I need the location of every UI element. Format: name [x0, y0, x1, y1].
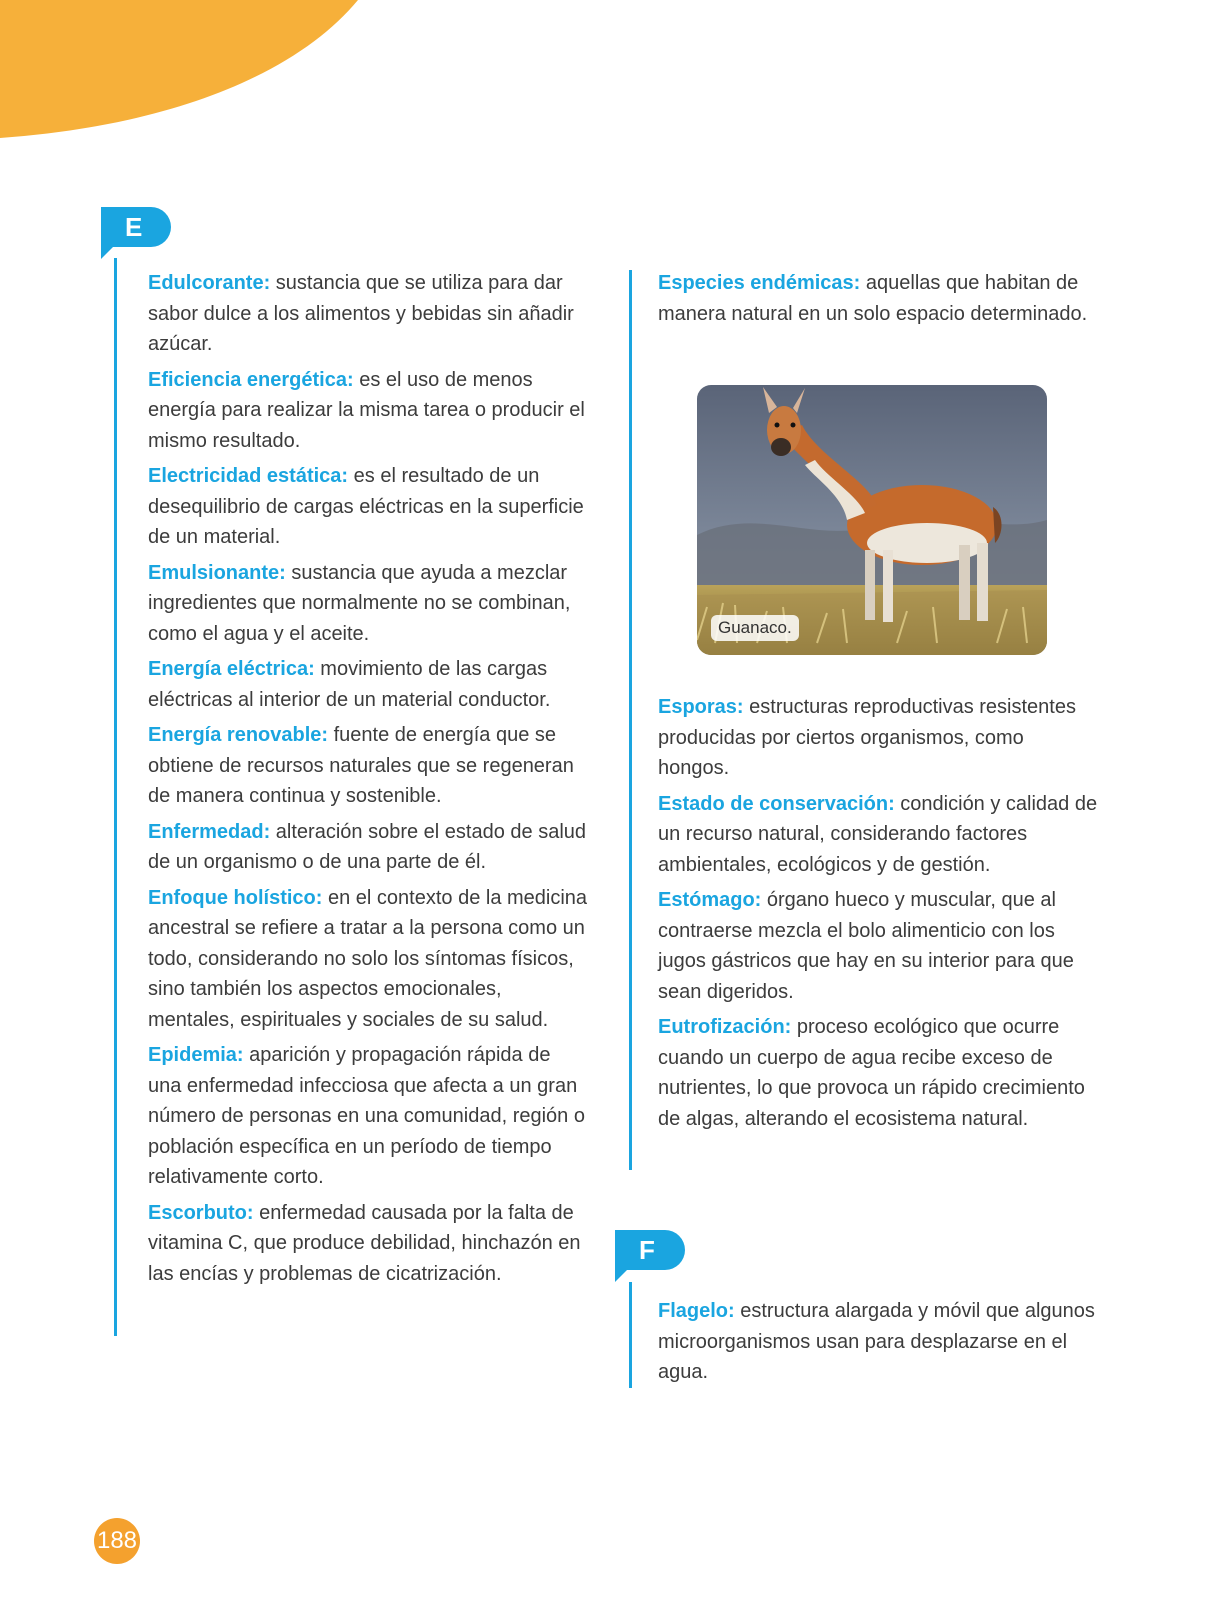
term: Energía eléctrica:	[148, 658, 315, 680]
guanaco-photo	[697, 385, 1047, 655]
glossary-entry-enfoque-holistico	[148, 883, 588, 1036]
term: Especies endémicas:	[658, 272, 861, 294]
glossary-entry-eficiencia-energetica	[148, 365, 588, 457]
term: Estado de conservación:	[658, 792, 895, 815]
section-e-right-line	[629, 270, 632, 1170]
glossary-entry-epidemia	[148, 1040, 588, 1193]
glossary-entry-esporas	[658, 692, 1098, 784]
decorative-orange-shape	[0, 0, 360, 140]
glossary-entry-energia-electrica	[148, 654, 588, 715]
definition: sustancia que ayuda a mezclar ingredientes que normalmente no se combinan, como el agua y el aceite.	[148, 561, 571, 645]
definition: órgano hueco y muscular, que al contraerse mezcla el bolo alimenticio con los jugos gástricos que hay en su interior para que sean digeridos.	[658, 889, 1074, 1003]
definition: proceso ecológico que ocurre cuando un cuerpo de agua recibe exceso de nutrientes, lo que provoca un rápido crecimiento de algas, alterando el ecosistema natural.	[658, 1016, 1085, 1130]
term: Enfoque holístico:	[148, 886, 323, 909]
term: Electricidad estática:	[148, 465, 349, 487]
section-e-tab: E	[101, 207, 171, 247]
section-f-column	[658, 1296, 1098, 1393]
glossary-entry-energia-renovable	[148, 720, 588, 812]
definition: aquellas que habitan de manera natural en un solo espacio determinado.	[658, 272, 1088, 325]
glossary-entry-estado-de-conservacion	[658, 789, 1098, 881]
section-e-right-column	[658, 692, 1098, 1139]
section-e-left-line	[114, 258, 117, 1336]
definition: condición y calidad de un recurso natural, considerando factores ambientales, ecológicos y de gestión.	[658, 792, 1098, 876]
definition: sustancia que se utiliza para dar sabor dulce a los alimentos y bebidas sin añadir azúcar.	[148, 272, 574, 355]
glossary-entry-flagelo	[658, 1296, 1098, 1388]
page-number: 188	[94, 1518, 140, 1564]
section-e-right-top-column	[658, 268, 1098, 334]
glossary-entry-emulsionante	[148, 558, 588, 650]
glossary-entry-especies-endemicas	[658, 268, 1098, 329]
definition: alteración sobre el estado de salud de un organismo o de una parte de él.	[148, 820, 587, 873]
glossary-entry-enfermedad	[148, 817, 588, 878]
definition: fuente de energía que se obtiene de recursos naturales que se regeneran de manera continua y sostenible.	[148, 724, 574, 807]
term: Eutrofización:	[658, 1016, 792, 1038]
section-e-left-column	[148, 268, 588, 1294]
definition: enfermedad causada por la falta de vitamina C, que produce debilidad, hinchazón en las encías y problemas de cicatrización.	[148, 1201, 581, 1285]
glossary-entry-eutrofizacion	[658, 1012, 1098, 1134]
definition: estructuras reproductivas resistentes producidas por ciertos organismos, como hongos.	[658, 696, 1076, 779]
definition: movimiento de las cargas eléctricas al interior de un material conductor.	[148, 658, 551, 711]
definition: es el resultado de un desequilibrio de cargas eléctricas en la superficie de un material.	[148, 465, 584, 548]
section-f-line	[629, 1282, 632, 1388]
definition: es el uso de menos energía para realizar la misma tarea o producir el mismo resultado.	[148, 368, 585, 452]
glossary-entry-escorbuto	[148, 1198, 588, 1290]
term: Eficiencia energética:	[148, 368, 354, 391]
definition: estructura alargada y móvil que algunos microorganismos usan para desplazarse en el agua.	[658, 1300, 1095, 1383]
definition: aparición y propagación rápida de una enfermedad infecciosa que afecta a un gran número de personas en una comunidad, región o población específica en un período de tiempo relativamente corto.	[148, 1044, 585, 1188]
term: Flagelo:	[658, 1300, 735, 1322]
term: Estómago:	[658, 889, 762, 911]
term: Emulsionante:	[148, 561, 286, 584]
photo-caption: Guanaco.	[711, 615, 799, 641]
term: Escorbuto:	[148, 1201, 254, 1224]
glossary-entry-electricidad-estatica	[148, 461, 588, 553]
glossary-entry-estomago	[658, 885, 1098, 1007]
term: Edulcorante:	[148, 272, 271, 294]
term: Energía renovable:	[148, 724, 329, 746]
term: Epidemia:	[148, 1044, 244, 1066]
definition: en el contexto de la medicina ancestral se refiere a tratar a la persona como un todo, considerando no solo los síntomas físicos, sino también los aspectos emocionales, mentales, espirituales y sociales de su salud.	[148, 886, 588, 1031]
section-f-tab: F	[615, 1230, 685, 1270]
term: Esporas:	[658, 696, 744, 718]
term: Enfermedad:	[148, 820, 271, 843]
glossary-entry-edulcorante	[148, 268, 588, 360]
